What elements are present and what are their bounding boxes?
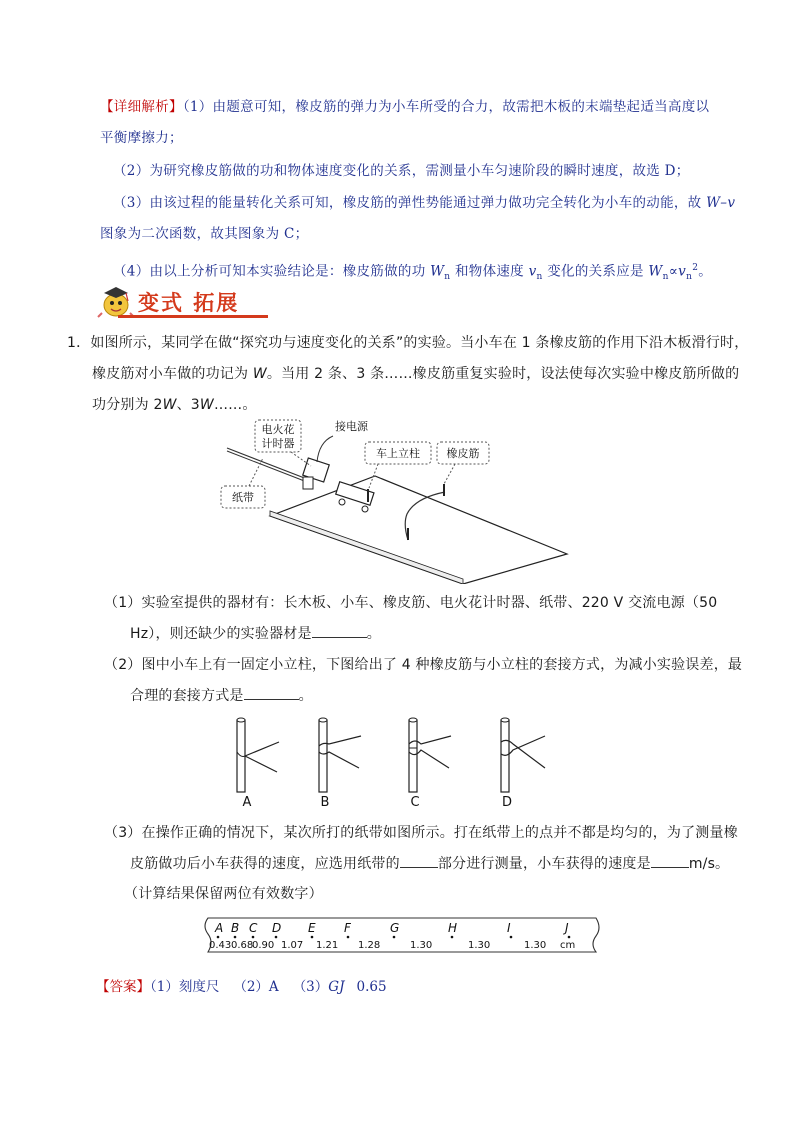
option-c-illustration [409, 718, 451, 792]
analysis-paragraph-3-cont: 图象为二次函数，故其图象为 C； [100, 226, 309, 242]
option-b-label: B [320, 795, 330, 810]
binding-options-figure [225, 712, 555, 812]
tape-value: 0.90 [252, 940, 275, 951]
label-timer-1: 电火花 [261, 423, 295, 436]
sub-question-1-cont: Hz），则还缺少的实验器材是 。 [130, 623, 381, 643]
analysis-tag: 【详细解析】 [100, 99, 183, 115]
answer-blank-2[interactable] [244, 685, 299, 700]
analysis-paragraph-3: （3）由该过程的能量转化关系可知，橡皮筋的弹性势能通过弹力做功完全转化为小车的动能，故 W–v [113, 195, 736, 211]
tape-value: 1.07 [281, 940, 304, 951]
tape-value: 1.28 [358, 940, 381, 951]
option-a-label: A [242, 795, 252, 810]
mascot-icon [96, 283, 136, 319]
tape-point-a: A [215, 921, 224, 935]
answer-blank-4[interactable] [651, 853, 689, 868]
option-d-label: D [501, 795, 513, 810]
tape-point-d: D [272, 921, 282, 935]
sub-question-3: （3）在操作正确的情况下，某次所打的纸带如图所示。打在纸带上的点并不都是均匀的，为了测量橡 [104, 825, 738, 841]
sub-question-2-cont: 合理的套接方式是 。 [130, 685, 313, 705]
label-post: 车上立柱 [376, 447, 420, 460]
spark-timer [303, 458, 329, 489]
sub-question-1: （1）实验室提供的器材有：长木板、小车、橡皮筋、电火花计时器、纸带、220 V 交流电源（50 [104, 595, 718, 611]
paper-tape [227, 448, 307, 479]
apparatus-figure [215, 414, 575, 584]
tape-value: 1.30 [410, 940, 433, 951]
question-line-1: 1．如图所示，某同学在做“探究功与速度变化的关系”的实验。当小车在 1 条橡皮筋的作用下沿木板滑行时， [67, 335, 749, 351]
analysis-paragraph-4: （4）由以上分析可知本实验结论是：橡皮筋做的功 $W_n$ 和物体速度 $v_n$ 变化的关系应是 $W_n\propto v_n^2$。 [113, 263, 713, 283]
label-timer-2: 计时器 [261, 437, 295, 450]
analysis-paragraph-2: （2）为研究橡皮筋做的功和物体速度变化的关系，需测量小车匀速阶段的瞬时速度，故选 D； [113, 163, 690, 179]
tape-strip [198, 912, 604, 960]
question-line-3: 功分别为 2W、3W……。 [92, 397, 257, 413]
answer-blank-3[interactable] [400, 853, 438, 868]
label-power: 接电源 [335, 420, 368, 433]
tape-unit: cm [560, 940, 576, 951]
sub-question-2: （2）图中小车上有一固定小立柱，下图给出了 4 种橡皮筋与小立柱的套接方式，为减小实验误差，最 [104, 657, 743, 673]
tape-value: 0.68 [231, 940, 254, 951]
tape-value: 0.43 [209, 940, 232, 951]
section-title: 变式 拓展 [138, 290, 240, 315]
option-a-illustration [237, 718, 279, 792]
tape-value: 1.30 [524, 940, 547, 951]
question-line-2: 橡皮筋对小车做的功记为 W。当用 2 条、3 条……橡皮筋重复实验时，设法使每次实验中橡皮筋所做的 [92, 366, 740, 382]
tape-value: 1.21 [316, 940, 339, 951]
answer-blank-1[interactable] [312, 623, 367, 638]
section-underline [118, 315, 268, 318]
tape-point-b: B [231, 921, 240, 935]
label-tape: 纸带 [232, 491, 254, 504]
analysis-paragraph-1: 【详细解析】（1）由题意可知，橡皮筋的弹力为小车所受的合力，故需把木板的末端垫起适当高度以 [100, 99, 710, 115]
tape-point-g: G [390, 921, 400, 935]
tape-point-c: C [249, 921, 258, 935]
option-b-illustration [319, 718, 361, 792]
label-band: 橡皮筋 [446, 447, 480, 460]
tape-point-i: I [507, 921, 511, 935]
section-header [96, 283, 276, 319]
analysis-paragraph-1-cont: 平衡摩擦力； [100, 130, 183, 146]
tape-value: 1.30 [468, 940, 491, 951]
tape-point-e: E [308, 921, 316, 935]
option-d-illustration [501, 718, 545, 792]
tape-point-h: H [448, 921, 458, 935]
answer-tag: 【答案】 [96, 979, 150, 995]
tape-point-j: J [565, 921, 569, 935]
option-c-label: C [410, 795, 420, 810]
sub-question-3-note: （计算结果保留两位有效数字） [124, 886, 323, 902]
tape-point-f: F [344, 921, 351, 935]
sub-question-3-cont: 皮筋做功后小车获得的速度，应选用纸带的 部分进行测量，小车获得的速度是 m/s。 [130, 853, 729, 873]
question-number: 1． [67, 335, 91, 351]
answer-line: 【答案】（1）刻度尺 （2）A （3）GJ 0.65 [96, 979, 387, 995]
